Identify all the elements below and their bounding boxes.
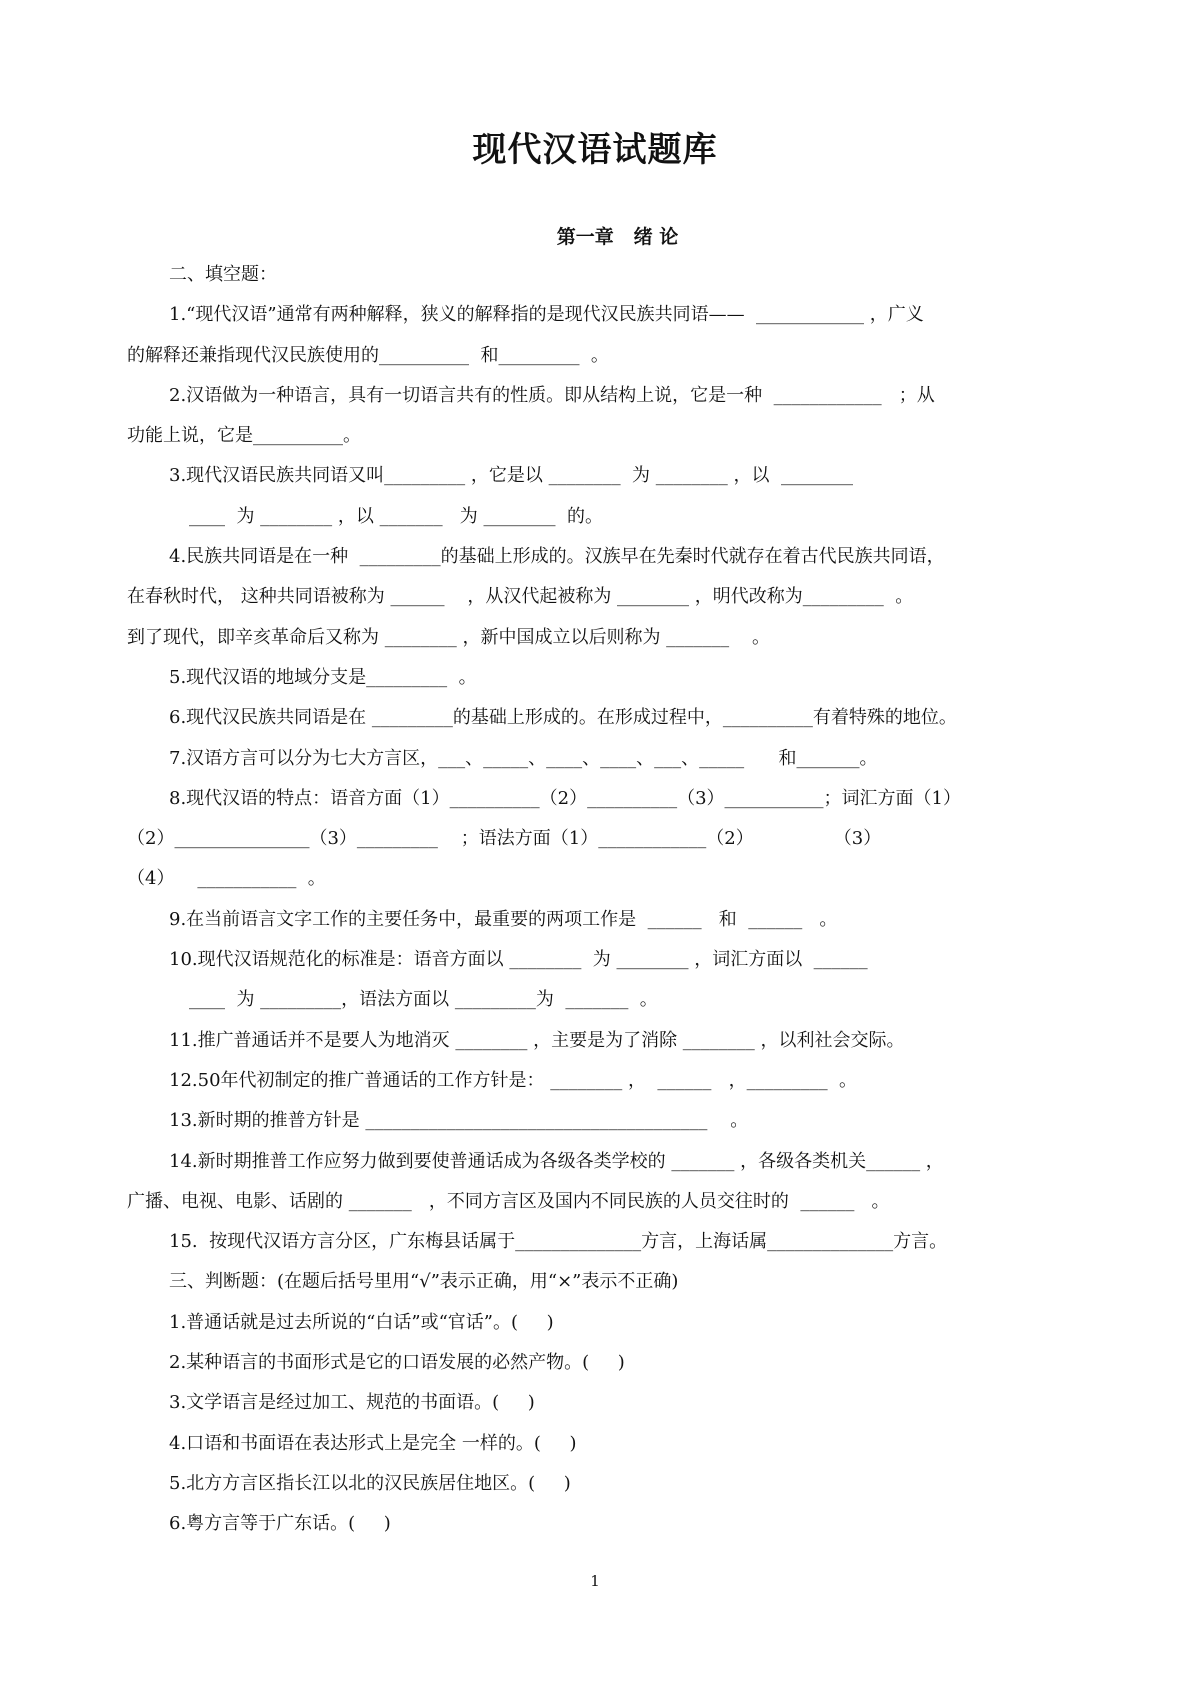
- text-line: 1.“现代汉语”通常有两种解释，狭义的解释指的是现代汉民族共同语—— ____________ ，广义: [169, 304, 924, 326]
- text-line: 在春秋时代， 这种共同语被称为 ______ ，从汉代起被称为 ________ ，明代改称为_________ 。: [127, 586, 914, 608]
- text-line: 2.某种语言的书面形式是它的口语发展的必然产物。( ): [169, 1352, 625, 1374]
- text-line: 15. 按现代汉语方言分区，广东梅县话属于______________方言，上海话属______________方言。: [169, 1231, 948, 1253]
- text-line: 3.文学语言是经过加工、规范的书面语。( ): [169, 1392, 535, 1414]
- text-line: 6.粤方言等于广东话。( ): [169, 1513, 391, 1535]
- document-title: 现代汉语试题库: [472, 130, 718, 170]
- text-line: 3.现代汉语民族共同语又叫_________ ，它是以 ________ 为 ________ ，以 ________: [169, 465, 853, 487]
- text-line: 13.新时期的推普方针是 ______________________________________ 。: [169, 1110, 749, 1132]
- text-line: 1.普通话就是过去所说的“白话”或“官话”。( ): [169, 1311, 554, 1333]
- text-line: 12.50年代初制定的推广普通话的工作方针是： ________ ， ______ ，_________ 。: [169, 1069, 858, 1091]
- chapter-heading: 第一章 绪 论: [556, 226, 679, 248]
- text-line: 11.推广普通话并不是要人为地消灭 ________ ，主要是为了消除 ________ ，以利社会交际。: [169, 1029, 905, 1051]
- text-line: 到了现代，即辛亥革命后又称为 ________ ，新中国成立以后则称为 _______ 。: [127, 626, 771, 648]
- text-line: ____ 为 ________ ，以 _______ 为 ________ 的。: [189, 505, 603, 527]
- text-line: 功能上说，它是__________。: [127, 425, 361, 447]
- page-number: 1: [590, 1572, 600, 1590]
- text-line: 9.在当前语言文字工作的主要任务中，最重要的两项工作是 ______ 和 ______ 。: [169, 908, 838, 930]
- text-line: 4.民族共同语是在一种 _________的基础上形成的。汉族早在先秦时代就存在着古代民族共同语，: [169, 546, 945, 568]
- document-body: [127, 255, 1078, 1545]
- text-line: 二、填空题：: [169, 264, 277, 285]
- text-line: 的解释还兼指现代汉民族使用的__________ 和_________ 。: [127, 344, 609, 366]
- text-line: 10.现代汉语规范化的标准是：语音方面以 ________ 为 ________ ，词汇方面以 ______: [169, 949, 868, 971]
- text-line: （2）_______________（3）_________ ；语法方面（1）____________（2） （3）: [127, 828, 882, 850]
- text-line: ____ 为 _________，语法方面以 _________为 _______ 。: [189, 989, 658, 1011]
- text-line: 4.口语和书面语在表达形式上是完全 一样的。( ): [169, 1432, 577, 1454]
- text-line: 7.汉语方言可以分为七大方言区，___、_____、____、____、___、_____ 和_______。: [169, 747, 878, 769]
- text-line: 8.现代汉语的特点：语音方面（1）__________（2）__________（3）___________；词汇方面（1）: [169, 787, 961, 809]
- text-line: 5.北方方言区指长江以北的汉民族居住地区。( ): [169, 1472, 571, 1494]
- text-line: 2.汉语做为一种语言，具有一切语言共有的性质。即从结构上说，它是一种 ____________ ；从: [169, 384, 935, 406]
- text-line: 14.新时期推普工作应努力做到要使普通话成为各级各类学校的 _______ ，各级各类机关______ ，: [169, 1150, 944, 1172]
- text-line: 广播、电视、电影、话剧的 _______ ，不同方言区及国内不同民族的人员交往时的 ______ 。: [127, 1190, 890, 1212]
- text-line: 5.现代汉语的地域分支是_________ 。: [169, 666, 477, 688]
- text-line: 三、判断题：(在题后括号里用“√”表示正确，用“×”表示不正确): [169, 1271, 679, 1293]
- text-line: （4） ___________ 。: [127, 868, 326, 890]
- text-line: 6.现代汉民族共同语是在 _________的基础上形成的。在形成过程中，__________有着特殊的地位。: [169, 707, 957, 729]
